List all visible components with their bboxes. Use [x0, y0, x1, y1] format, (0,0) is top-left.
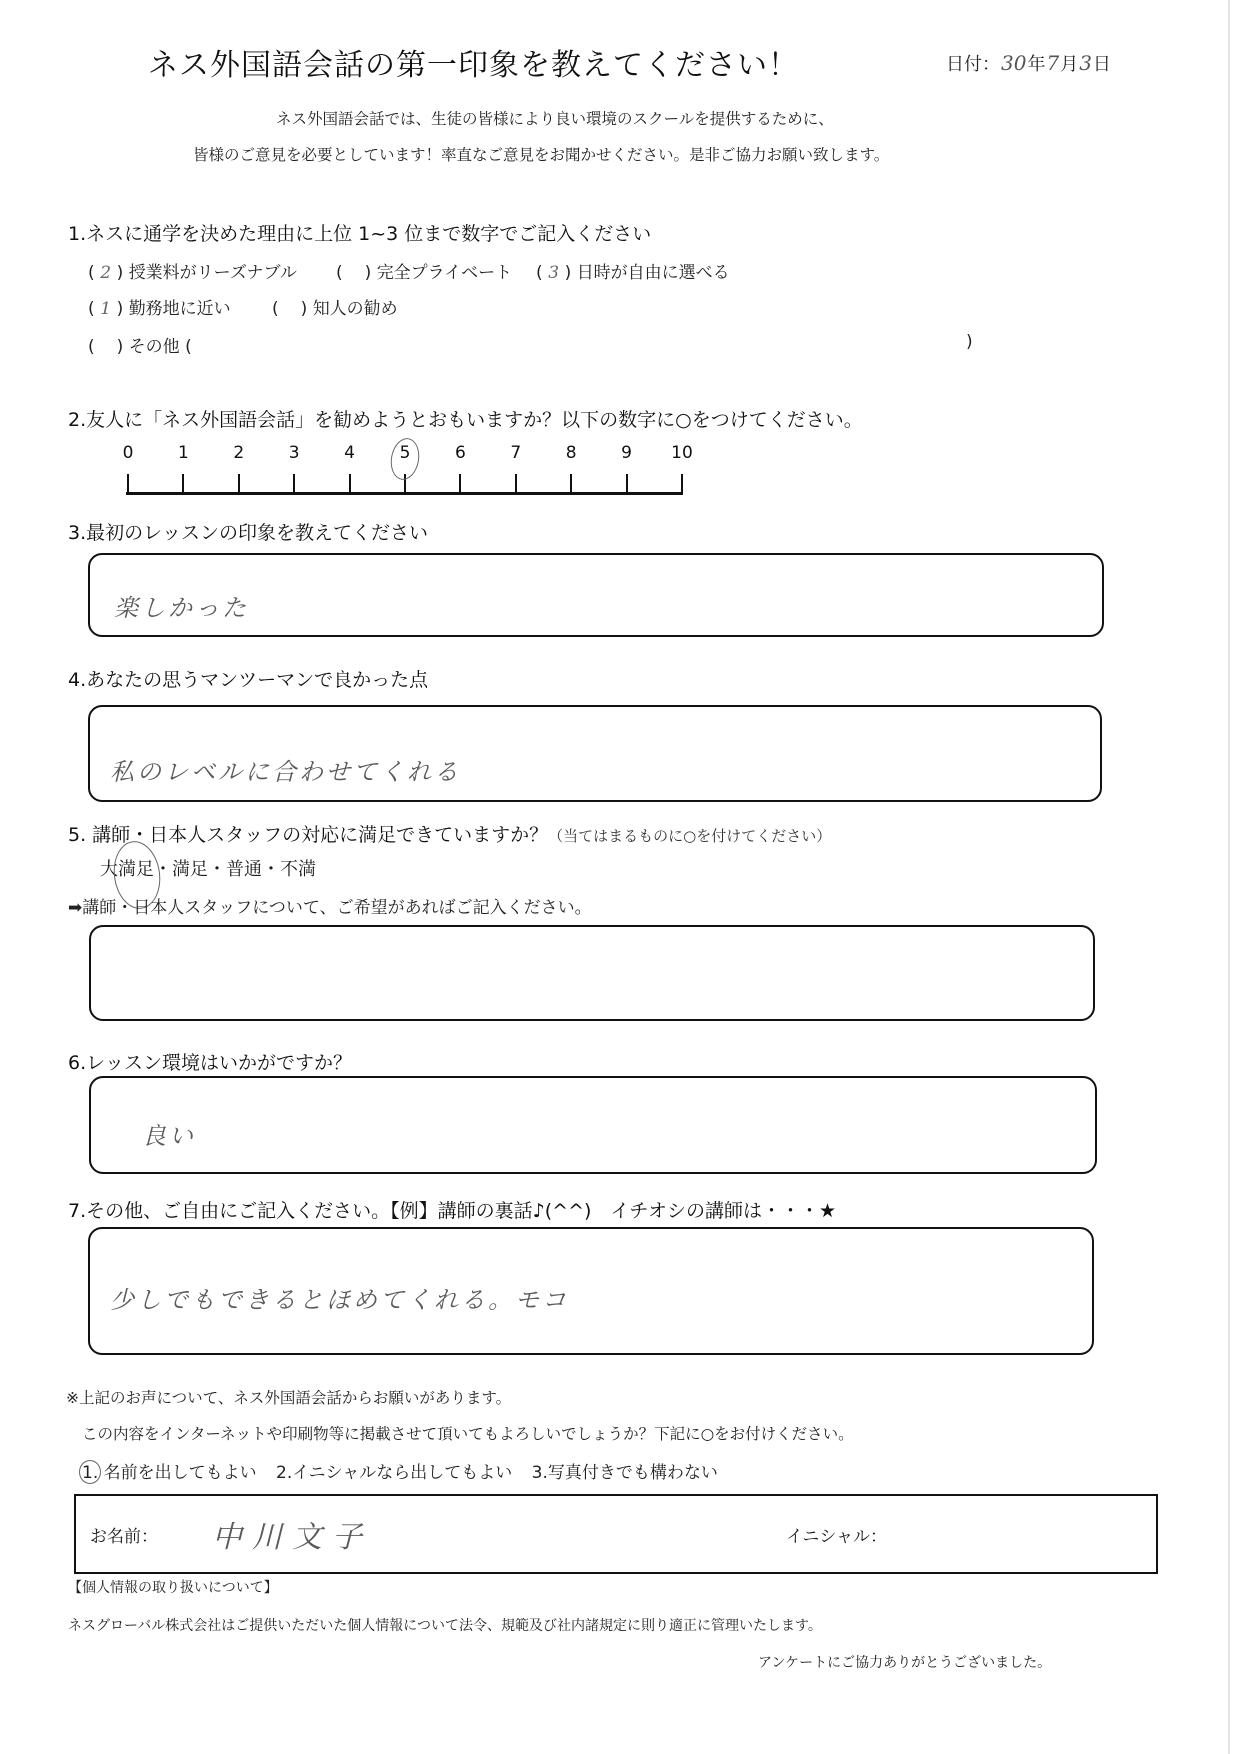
q5-choice-very-satisfied[interactable]: 大満足 — [100, 859, 154, 880]
date-label: 日付： — [946, 54, 1000, 75]
q5-answer-box[interactable] — [89, 925, 1095, 1021]
separator: ・ — [208, 859, 226, 880]
scale-label-6[interactable]: 6 — [454, 443, 466, 463]
scale-label-10[interactable]: 10 — [671, 443, 693, 463]
q1-option-label: 勤務地に近い — [128, 299, 231, 319]
name-value[interactable]: 中川文子 — [212, 1520, 372, 1555]
q1-option-private[interactable]: ( ) 完全プライベート — [336, 263, 513, 283]
q1-rank-reasonable[interactable]: 2 — [100, 263, 112, 283]
q5-choices — [100, 855, 316, 881]
scale-tick-3 — [293, 474, 295, 493]
date-month-unit: 月 — [1060, 54, 1079, 75]
q5-question — [68, 820, 831, 847]
q1-option-referral[interactable]: ( ) 知人の勧め — [272, 299, 398, 319]
q7-question: 7.その他、ご自由にご記入ください。【例】講師の裏話♪(^^) イチオシの講師は・・・★ — [68, 1200, 837, 1222]
scale-tick-8 — [570, 474, 572, 493]
scale-baseline — [126, 492, 683, 495]
consent-question: この内容をインターネットや印刷物等に掲載させて頂いてもよろしいでしょうか？下記に○をお付けください。 — [82, 1425, 854, 1443]
q1-option-label: 授業料がリーズナブル — [128, 263, 297, 283]
q1-option-label: その他 — [128, 337, 180, 357]
q6-answer-box[interactable] — [89, 1076, 1097, 1174]
page-title: ネス外国語会話の第一印象を教えてください！ — [148, 48, 799, 83]
scan-edge-line — [1228, 0, 1230, 1754]
consent-selected-circle — [79, 1460, 101, 1484]
q5-followup: ➡講師・日本人スタッフについて、ご希望があればご記入ください。 — [68, 898, 592, 918]
q5-hint: （当てはまるものに○を付けてください） — [548, 827, 832, 845]
date-year-unit: 年 — [1027, 54, 1046, 75]
scale-label-5[interactable]: 5 — [399, 443, 411, 463]
consent-option-initials[interactable]: 2.イニシャルなら出してもよい — [276, 1463, 513, 1483]
q1-option-label: 完全プライベート — [376, 263, 513, 283]
q1-question: 1.ネスに通学を決めた理由に上位 1~3 位まで数字でご記入ください — [68, 223, 652, 245]
name-label: お名前： — [90, 1527, 158, 1547]
scale-tick-0 — [127, 474, 129, 493]
consent-option-photo[interactable]: 3.写真付きでも構わない — [531, 1463, 718, 1483]
separator: ・ — [154, 859, 172, 880]
q1-option-label: 日時が自由に選べる — [576, 263, 730, 283]
q2-question: 2.友人に「ネス外国語会話」を勧めようとおもいますか？以下の数字に○をつけてください。 — [68, 409, 863, 431]
scale-selected-circle — [388, 436, 423, 482]
scale-label-9[interactable]: 9 — [621, 443, 633, 463]
scale-tick-2 — [238, 474, 240, 493]
intro-line-2: 皆様のご意見を必要としています！率直なご意見をお聞かせください。是非ご協力お願い致します。 — [193, 146, 890, 164]
q1-rank-schedule[interactable]: 3 — [548, 263, 560, 283]
scale-tick-10 — [681, 474, 683, 493]
q1-other-open-paren: ( — [185, 337, 192, 357]
q5-choice-satisfied[interactable]: 満足 — [172, 859, 208, 880]
date-year: 30 — [1001, 51, 1027, 75]
q6-answer: 良い — [142, 1122, 196, 1150]
q1-other-close-paren: ) — [966, 332, 973, 352]
scale-label-7[interactable]: 7 — [510, 443, 522, 463]
consent-options — [82, 1458, 718, 1483]
scale-label-1[interactable]: 1 — [177, 443, 189, 463]
intro-line-1: ネス外国語会話では、生徒の皆様により良い環境のスクールを提供するために、 — [276, 110, 834, 128]
scale-tick-1 — [182, 474, 184, 493]
q4-answer: 私のレベルに合わせてくれる — [110, 758, 461, 786]
consent-notice: ※上記のお声について、ネス外国語会話からお願いがあります。 — [66, 1389, 512, 1407]
scale-label-2[interactable]: 2 — [233, 443, 245, 463]
initial-label: イニシャル： — [786, 1527, 887, 1547]
separator: ・ — [262, 859, 280, 880]
q1-option-near-work[interactable]: ( 1 ) 勤務地に近い — [88, 299, 231, 319]
q1-option-reasonable[interactable]: ( 2 ) 授業料がリーズナブル — [88, 263, 297, 283]
q1-option-other[interactable]: ( ) その他 ( — [88, 337, 192, 357]
q3-question: 3.最初のレッスンの印象を教えてください — [68, 522, 428, 544]
date-day-unit: 日 — [1092, 54, 1111, 75]
thanks-message: アンケートにご協力ありがとうございました。 — [758, 1655, 1052, 1671]
q6-question: 6.レッスン環境はいかがですか？ — [68, 1052, 352, 1074]
scale-tick-9 — [626, 474, 628, 493]
scale-tick-4 — [349, 474, 351, 493]
q3-answer: 楽しかった — [114, 594, 249, 622]
date-month: 7 — [1046, 51, 1060, 75]
q5-question-text: 5. 講師・日本人スタッフの対応に満足できていますか？ — [68, 824, 549, 846]
q5-choice-normal[interactable]: 普通 — [226, 859, 262, 880]
q7-answer: 少しでもできるとほめてくれる。モコ — [110, 1286, 569, 1314]
q4-question: 4.あなたの思うマンツーマンで良かった点 — [68, 669, 429, 691]
scale-label-3[interactable]: 3 — [288, 443, 300, 463]
date-day: 3 — [1079, 51, 1092, 75]
scale-tick-6 — [459, 474, 461, 493]
q1-option-label: 知人の勧め — [312, 299, 398, 319]
q1-rank-near-work[interactable]: 1 — [100, 299, 112, 319]
date-field[interactable] — [946, 50, 1111, 76]
scale-label-0[interactable]: 0 — [122, 443, 134, 463]
scale-tick-7 — [515, 474, 517, 493]
q1-option-schedule[interactable]: ( 3 ) 日時が自由に選べる — [536, 263, 730, 283]
privacy-text: ネスグローバル株式会社はご提供いただいた個人情報について法令、規範及び社内諸規定に則り適正に管理いたします。 — [68, 1618, 822, 1634]
consent-option-name[interactable]: 1. 名前を出してもよい — [82, 1458, 257, 1483]
scale-label-4[interactable]: 4 — [344, 443, 356, 463]
privacy-heading: 【個人情報の取り扱いについて】 — [68, 1580, 278, 1596]
scale-label-8[interactable]: 8 — [565, 443, 577, 463]
q5-choice-dissatisfied[interactable]: 不満 — [280, 859, 316, 880]
